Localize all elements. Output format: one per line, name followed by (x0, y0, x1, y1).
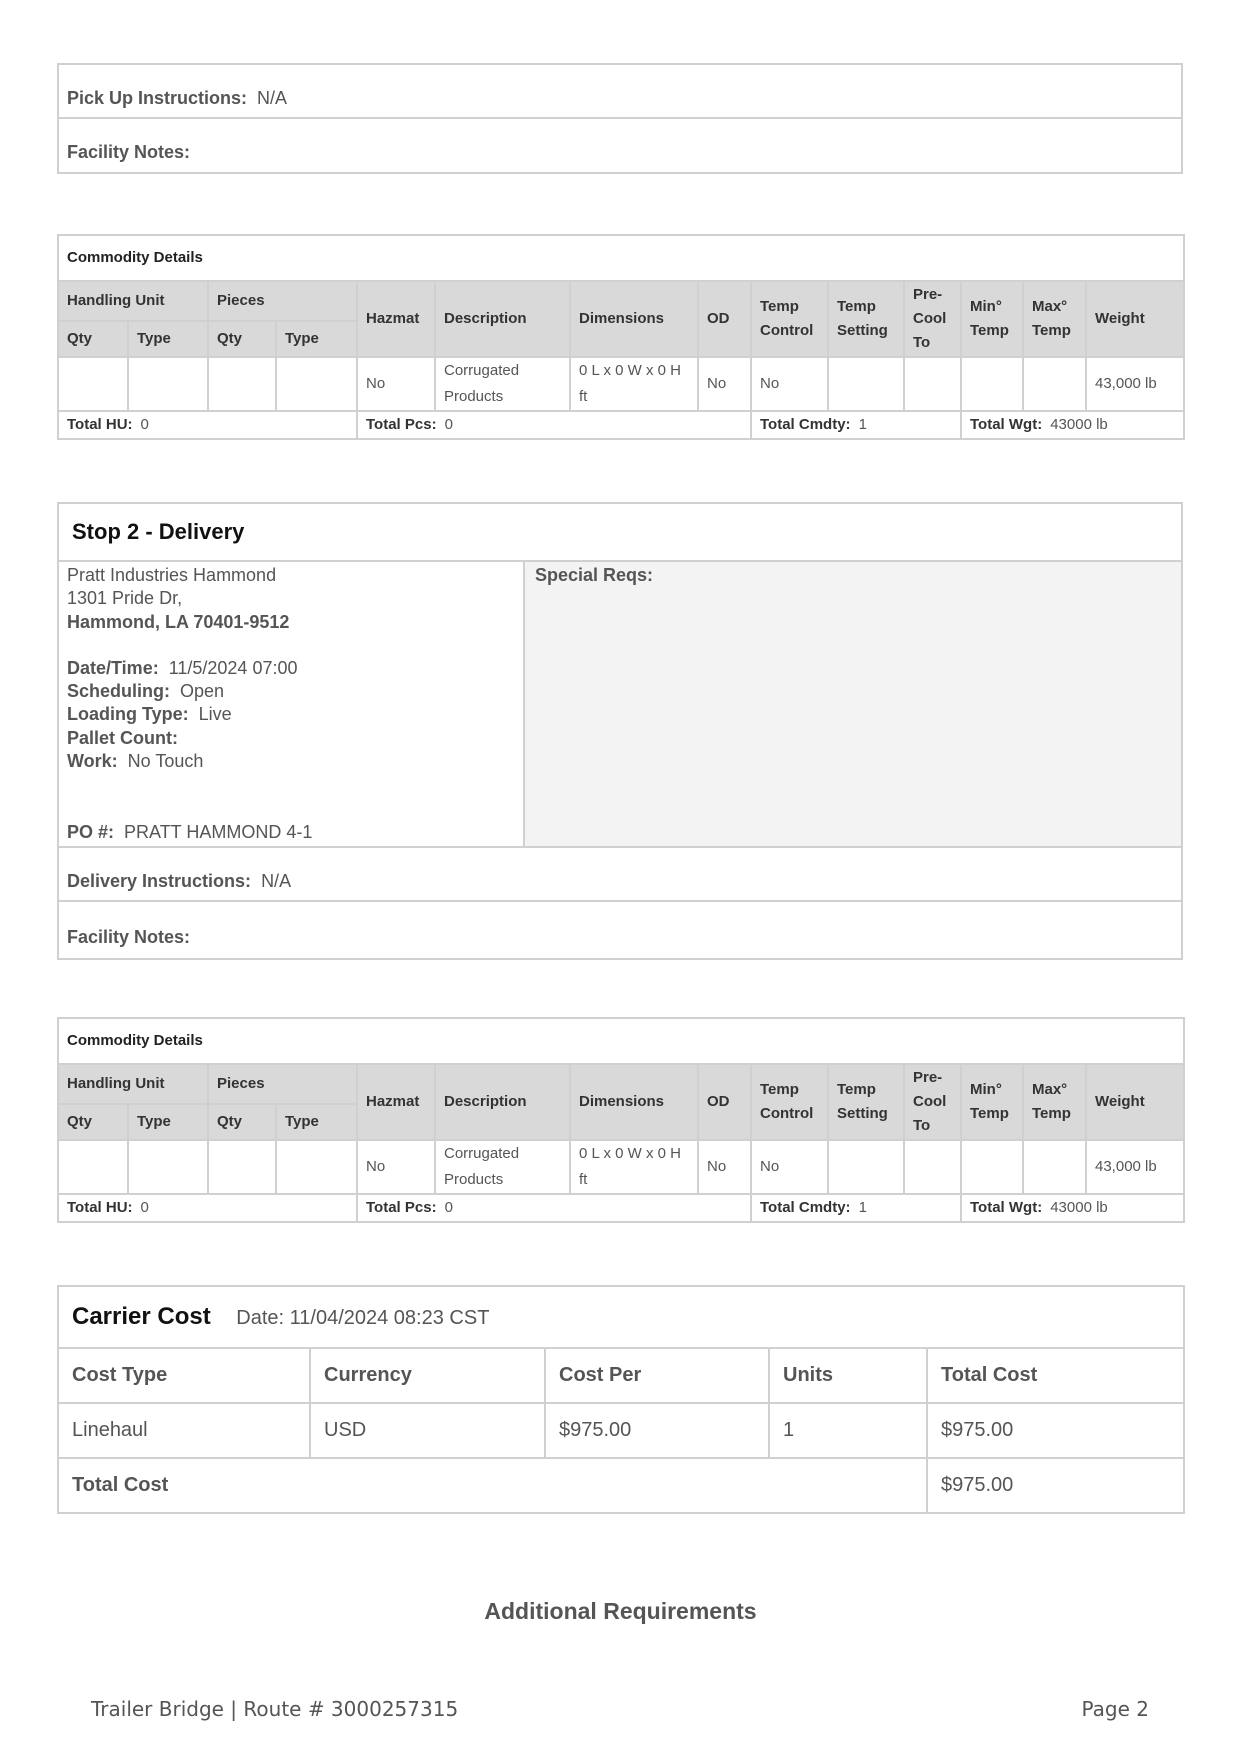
total-hu-label: Total HU: (67, 1199, 133, 1216)
od-header: OD (698, 1064, 751, 1140)
facility-notes (59, 119, 1181, 172)
carrier-cost-date: Date: 11/04/2024 08:23 CST (236, 1307, 490, 1329)
total-cost-row (58, 1458, 1184, 1513)
temp-control-header: Temp Control (751, 281, 828, 357)
scheduling-label: Scheduling: (67, 681, 170, 702)
pallet-count-label: Pallet Count: (67, 727, 178, 748)
description: Corrugated Products (435, 1140, 570, 1194)
pieces-header: Pieces (208, 281, 357, 321)
footer-page-number: Page 2 (1081, 1697, 1149, 1721)
stop2-po (67, 821, 312, 844)
pieces-header: Pieces (208, 1064, 357, 1104)
total-wgt-value: 43000 lb (1050, 1199, 1108, 1216)
carrier-cost-title: Carrier Cost (72, 1303, 211, 1330)
cost-type-header: Cost Type (58, 1348, 310, 1403)
stop2-work (67, 750, 515, 773)
total-cmdty-value: 1 (858, 1199, 867, 1216)
total-wgt-value: 43000 lb (1050, 416, 1108, 433)
weight-header: Weight (1086, 1064, 1184, 1140)
dimensions-header: Dimensions (570, 1064, 698, 1140)
weight-header: Weight (1086, 281, 1184, 357)
units: 1 (769, 1403, 927, 1458)
stop2-facility-notes-label: Facility Notes: (67, 926, 191, 947)
weight: 43,000 lb (1086, 357, 1184, 411)
total-hu-label: Total HU: (67, 416, 133, 433)
total-cost-label: Total Cost (58, 1458, 927, 1513)
stop2-pallet-count (67, 727, 515, 750)
commodity-title: Commodity Details (58, 235, 1184, 281)
min-temp-header: Min° Temp (961, 281, 1023, 357)
total-pcs-value: 0 (444, 416, 453, 433)
total-cmdty-label: Total Cmdty: (760, 416, 851, 433)
description-header: Description (435, 281, 570, 357)
total-hu-value: 0 (140, 416, 149, 433)
table-row (58, 357, 1184, 411)
cost-per: $975.00 (545, 1403, 769, 1458)
footer-left: Trailer Bridge | Route # 3000257315 (91, 1697, 459, 1721)
total-cost-value: $975.00 (927, 1458, 1184, 1513)
stop2-street: 1301 Pride Dr, (67, 588, 183, 609)
stop2-address-block (59, 562, 525, 846)
total-pcs-label: Total Pcs: (366, 416, 437, 433)
temp-control: No (751, 1140, 828, 1194)
weight: 43,000 lb (1086, 1140, 1184, 1194)
currency-header: Currency (310, 1348, 545, 1403)
pre-cool (904, 357, 961, 411)
pcs-type-header: Type (276, 1104, 357, 1140)
max-temp (1023, 1140, 1086, 1194)
pcs-type-header: Type (276, 321, 357, 357)
stop2-loading-type (67, 703, 515, 726)
hu-qty-header: Qty (58, 1104, 128, 1140)
od-header: OD (698, 281, 751, 357)
stop2-title-text: Stop 2 - Delivery (72, 519, 245, 544)
stop2-details (59, 562, 1181, 848)
stop2-datetime (67, 657, 515, 680)
delivery-instructions-label: Delivery Instructions: (67, 870, 252, 891)
od: No (698, 1140, 751, 1194)
hu-qty (58, 1140, 128, 1194)
temp-setting-header: Temp Setting (828, 281, 904, 357)
pcs-qty-header: Qty (208, 321, 276, 357)
dimensions-header: Dimensions (570, 281, 698, 357)
total-wgt-label: Total Wgt: (970, 1199, 1043, 1216)
pcs-type (276, 357, 357, 411)
stop2-title (59, 504, 1181, 562)
dimensions: 0 L x 0 W x 0 H ft (570, 357, 698, 411)
table-row (58, 1403, 1184, 1458)
max-temp-header: Max° Temp (1023, 1064, 1086, 1140)
cost-header-row (58, 1348, 1184, 1403)
stop1-notes (57, 63, 1183, 174)
stop2-section (57, 502, 1183, 960)
datetime-value: 11/5/2024 07:00 (168, 657, 298, 678)
totals-row (58, 1194, 1184, 1222)
po-value: PRATT HAMMOND 4-1 (124, 821, 313, 842)
total-cmdty-label: Total Cmdty: (760, 1199, 851, 1216)
table-row (58, 1140, 1184, 1194)
stop2-name: Pratt Industries Hammond (67, 565, 277, 585)
cost-per-header: Cost Per (545, 1348, 769, 1403)
loading-type-value: Live (198, 704, 232, 725)
total-wgt-label: Total Wgt: (970, 416, 1043, 433)
hazmat: No (357, 357, 435, 411)
total-wgt (961, 1194, 1184, 1222)
delivery-instructions-value: N/A (261, 870, 292, 891)
pre-cool-header: Pre-Cool To (904, 281, 961, 357)
currency: USD (310, 1403, 545, 1458)
min-temp (961, 1140, 1023, 1194)
carrier-cost-header (58, 1286, 1184, 1348)
loading-type-label: Loading Type: (67, 704, 189, 725)
total-cost: $975.00 (927, 1403, 1184, 1458)
total-pcs-value: 0 (444, 1199, 453, 1216)
pre-cool-header: Pre-Cool To (904, 1064, 961, 1140)
total-cmdty (751, 411, 961, 439)
total-pcs (357, 1194, 751, 1222)
hu-header: Handling Unit (58, 1064, 208, 1104)
commodity-details-2 (57, 1017, 1183, 1223)
pcs-qty (208, 357, 276, 411)
total-hu (58, 411, 357, 439)
special-reqs-panel (525, 562, 1181, 846)
additional-requirements-heading: Additional Requirements (484, 1598, 757, 1624)
max-temp (1023, 357, 1086, 411)
facility-notes-label: Facility Notes: (67, 142, 191, 162)
carrier-cost (57, 1285, 1183, 1514)
cost-type: Linehaul (58, 1403, 310, 1458)
min-temp (961, 357, 1023, 411)
stop2-facility-notes (59, 902, 1181, 958)
pre-cool (904, 1140, 961, 1194)
total-cost-header: Total Cost (927, 1348, 1184, 1403)
work-value: No Touch (127, 751, 204, 772)
commodity-details-1 (57, 234, 1183, 440)
max-temp-header: Max° Temp (1023, 281, 1086, 357)
temp-setting-header: Temp Setting (828, 1064, 904, 1140)
description: Corrugated Products (435, 357, 570, 411)
scheduling-value: Open (180, 681, 225, 702)
total-cmdty-value: 1 (858, 416, 867, 433)
hazmat-header: Hazmat (357, 281, 435, 357)
total-hu (58, 1194, 357, 1222)
description-header: Description (435, 1064, 570, 1140)
stop2-scheduling (67, 680, 515, 703)
od: No (698, 357, 751, 411)
pcs-type (276, 1140, 357, 1194)
hu-type (128, 1140, 208, 1194)
hazmat: No (357, 1140, 435, 1194)
temp-setting (828, 1140, 904, 1194)
temp-control-header: Temp Control (751, 1064, 828, 1140)
pcs-qty (208, 1140, 276, 1194)
stop2-city: Hammond, LA 70401-9512 (67, 611, 290, 632)
pickup-instructions-label: Pick Up Instructions: (67, 87, 248, 108)
hu-qty-header: Qty (58, 321, 128, 357)
total-cmdty (751, 1194, 961, 1222)
pickup-instructions (59, 65, 1181, 119)
commodity-title: Commodity Details (58, 1018, 1184, 1064)
min-temp-header: Min° Temp (961, 1064, 1023, 1140)
hu-qty (58, 357, 128, 411)
hu-type-header: Type (128, 1104, 208, 1140)
po-label: PO #: (67, 821, 115, 842)
totals-row (58, 411, 1184, 439)
hu-type-header: Type (128, 321, 208, 357)
units-header: Units (769, 1348, 927, 1403)
pickup-instructions-value: N/A (257, 87, 288, 108)
pcs-qty-header: Qty (208, 1104, 276, 1140)
total-pcs (357, 411, 751, 439)
datetime-label: Date/Time: (67, 657, 159, 678)
work-label: Work: (67, 751, 118, 772)
temp-setting (828, 357, 904, 411)
hazmat-header: Hazmat (357, 1064, 435, 1140)
temp-control: No (751, 357, 828, 411)
delivery-instructions (59, 848, 1181, 902)
total-wgt (961, 411, 1184, 439)
total-pcs-label: Total Pcs: (366, 1199, 437, 1216)
total-hu-value: 0 (140, 1199, 149, 1216)
special-reqs-label: Special Reqs: (535, 565, 654, 585)
hu-type (128, 357, 208, 411)
hu-header: Handling Unit (58, 281, 208, 321)
dimensions: 0 L x 0 W x 0 H ft (570, 1140, 698, 1194)
